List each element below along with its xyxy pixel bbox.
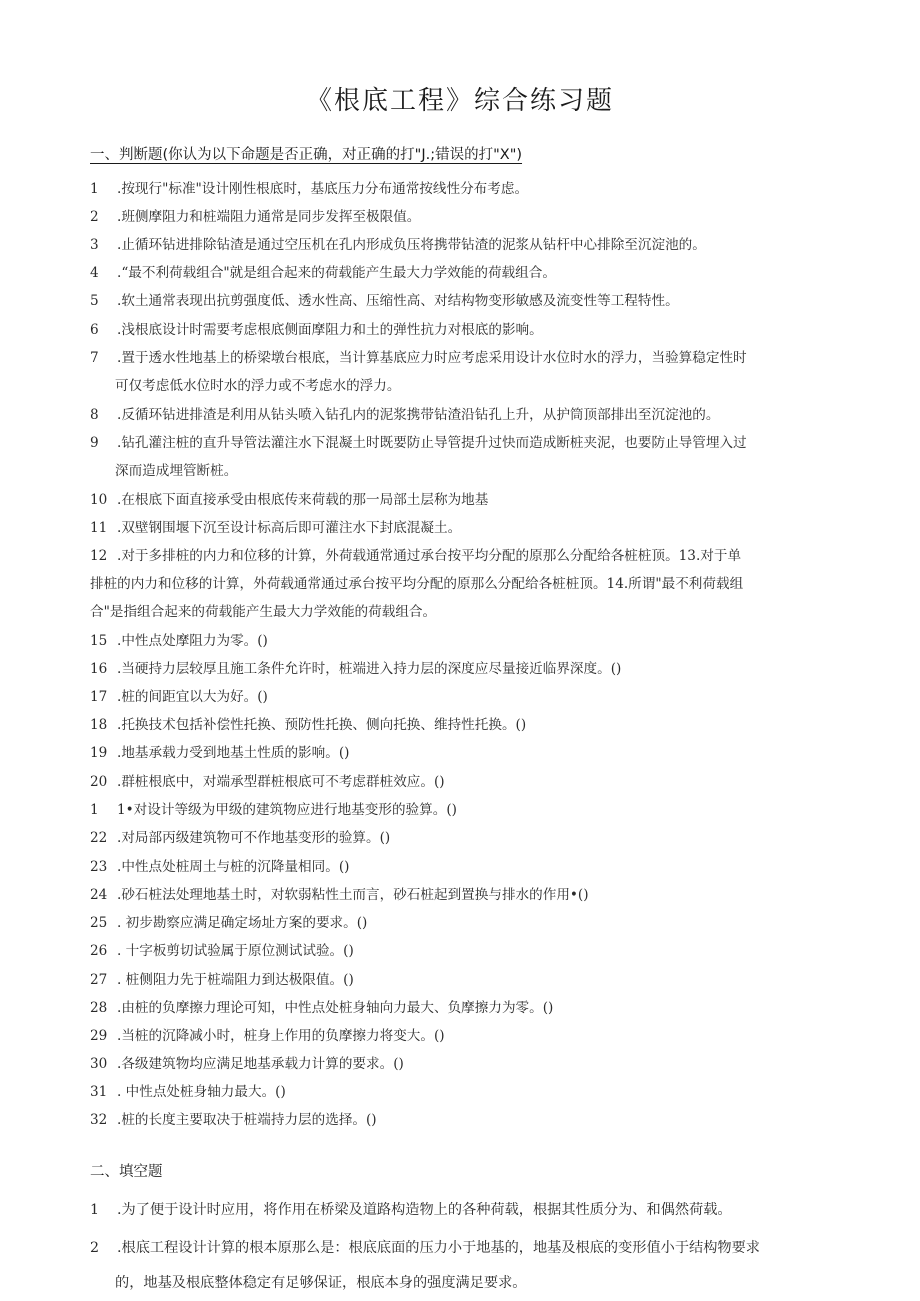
list-item: [90, 429, 830, 457]
list-item: [90, 259, 830, 287]
list-item: [90, 203, 830, 231]
list-item: [90, 542, 830, 570]
item-number: 8: [90, 407, 99, 423]
item-number: 28: [90, 1000, 108, 1016]
item-number: 16: [90, 661, 108, 677]
item-text: .置于透水性地基上的桥梁墩台根底，当计算基底应力时应考虑采用设计水位时水的浮力，当验算稳定性时: [117, 350, 747, 366]
list-item: [90, 486, 830, 514]
item-number: 9: [90, 435, 99, 451]
list-item: [90, 994, 830, 1022]
item-number: 4: [90, 265, 99, 281]
item-text: .对局部丙级建筑物可不作地基变形的验算。(): [117, 830, 391, 846]
item-text: .中性点处摩阻力为零。(): [117, 633, 268, 649]
item-text: .双壁钢围堰下沉至设计标高后即可灌注水下封底混凝土。: [117, 520, 462, 536]
item-text: .托换技术包括补偿性托换、预防性托换、侧向托换、维持性托换。(): [117, 717, 527, 733]
document-title: 《根底工程》综合练习题: [305, 86, 614, 116]
item-number: 31: [90, 1084, 108, 1100]
item-number: 1: [90, 1202, 100, 1218]
list-item: [90, 627, 830, 655]
item-number: 15: [90, 633, 108, 649]
item-continuation: 的，地基及根底整体稳定有足够保证，根底本身的强度满足要求。: [115, 1275, 527, 1291]
item-number: 10: [90, 492, 108, 508]
list-item: [90, 909, 830, 937]
item-text: .钻孔灌注桩的直升导管法灌注水下混凝土时既要防止导管提升过快而造成断桩夹泥，也要防止导管埋入过: [117, 435, 747, 451]
item-text: .桩的长度主要取决于桩端持力层的选择。(): [117, 1112, 377, 1128]
list-item: [90, 1078, 830, 1106]
item-number: 1: [90, 181, 99, 197]
item-text: .由桩的负摩擦力理论可知，中性点处桩身轴向力最大、负摩擦力为零。(): [117, 1000, 554, 1016]
item-number: 24: [90, 887, 108, 903]
item-number: 1: [90, 802, 99, 818]
list-item: [90, 231, 830, 259]
list-item: [90, 796, 830, 824]
item-text: .各级建筑物均应满足地基承载力计算的要求。(): [117, 1056, 404, 1072]
section-heading-fill-in: 二、填空题: [90, 1164, 163, 1180]
item-number: 11: [90, 520, 108, 536]
item-text: .反循环钻进排渣是利用从钻头喷入钻孔内的泥浆携带钻渣沿钻孔上升，从护筒顶部排出至沉淀池的。: [117, 407, 720, 423]
list-item: [90, 1050, 830, 1078]
item-number: 29: [90, 1028, 108, 1044]
list-item: [90, 1106, 830, 1134]
list-item: [90, 937, 830, 965]
item-number: 5: [90, 293, 99, 309]
item-text: .桩的间距宜以大为好。(): [117, 689, 268, 705]
item-number: 6: [90, 322, 99, 338]
item-number: 26: [90, 943, 108, 959]
list-item: [90, 344, 830, 372]
list-item: [90, 655, 830, 683]
item-text: . 初步勘察应满足确定场址方案的要求。(): [117, 915, 368, 931]
list-item: [90, 881, 830, 909]
item-number: 23: [90, 859, 108, 875]
item-text: . 中性点处桩身轴力最大。(): [117, 1084, 286, 1100]
item-continuation: 可仅考虑低水位时水的浮力或不考虑水的浮力。: [115, 378, 401, 394]
item-text: .按现行"标准"设计刚性根底时，基底压力分布通常按线性分布考虑。: [117, 181, 529, 197]
item-number: 17: [90, 689, 108, 705]
item-text: .砂石桩法处理地基土时，对软弱粘性土而言，砂石桩起到置换与排水的作用•(): [117, 887, 589, 903]
item-text: .浅根底设计时需要考虑根底侧面摩阻力和土的弹性抗力对根底的影响。: [117, 322, 543, 338]
item-text: .地基承载力受到地基土性质的影响。(): [117, 745, 350, 761]
list-item: [90, 739, 830, 767]
item-text: .为了便于设计时应用，将作用在桥梁及道路构造物上的各种荷载，根据其性质分为、和偶然荷载。: [117, 1202, 732, 1218]
item-number: 20: [90, 774, 108, 790]
item-text: .当桩的沉降减小时，桩身上作用的负摩擦力将变大。(): [117, 1028, 445, 1044]
item-text: .根底工程设计计算的根本原那么是：根底底面的压力小于地基的，地基及根底的变形值小于结构物要求: [117, 1240, 760, 1256]
item-text: .中性点处桩周土与桩的沉降量相同。(): [117, 859, 350, 875]
section-heading-true-false: 一、判断题(你认为以下命题是否正确，对正确的打"J.;错误的打"X"): [90, 147, 523, 163]
item-number: 22: [90, 830, 108, 846]
item-text: . 桩侧阻力先于桩端阻力到达极限值。(): [117, 972, 354, 988]
item-number: 18: [90, 717, 108, 733]
list-item: [90, 1196, 830, 1224]
item-text: .班侧摩阻力和桩端阻力通常是同步发挥至极限值。: [117, 209, 421, 225]
item-number: 19: [90, 745, 108, 761]
item-text: .群桩根底中，对端承型群桩根底可不考虑群桩效应。(): [117, 774, 445, 790]
list-item: [90, 711, 830, 739]
item-number: 32: [90, 1112, 108, 1128]
item-number: 30: [90, 1056, 108, 1072]
list-item: [90, 966, 830, 994]
list-item: [90, 768, 830, 796]
list-item: [90, 1234, 830, 1262]
item-text: .对于多排桩的内力和位移的计算，外荷载通常通过承台按平均分配的原那么分配给各桩桩顶。13.对于单: [117, 548, 742, 564]
list-item: [90, 316, 830, 344]
item-number: 25: [90, 915, 108, 931]
list-item: [90, 683, 830, 711]
item-text: . 十字板剪切试验属于原位测试试验。(): [117, 943, 354, 959]
item-text: 1•对设计等级为甲级的建筑物应进行地基变形的验算。(): [117, 802, 457, 818]
item-text: .“最不利荷载组合"就是组合起来的荷载能产生最大力学效能的荷载组合。: [117, 265, 556, 281]
item-number: 2: [90, 1240, 100, 1256]
item-number: 7: [90, 350, 99, 366]
item-text: .当硬持力层较厚且施工条件允许时，桩端进入持力层的深度应尽量接近临界深度。(): [117, 661, 622, 677]
item-continuation: 合"是指组合起来的荷载能产生最大力学效能的荷载组合。: [90, 604, 437, 620]
list-item: [90, 287, 830, 315]
item-text: .止循环钻进排除钻渣是通过空压机在孔内形成负压将携带钻渣的泥浆从钻杆中心排除至沉淀池的。: [117, 237, 706, 253]
item-number: 2: [90, 209, 99, 225]
list-item: [90, 853, 830, 881]
list-item: [90, 1022, 830, 1050]
item-text: .在根底下面直接承受由根底传来荷载的那一局部土层称为地基: [117, 492, 489, 508]
list-item: [90, 824, 830, 852]
item-text: .软土通常表现出抗剪强度低、透水性高、压缩性高、对结构物变形敏感及流变性等工程特性。: [117, 293, 679, 309]
item-continuation: 深而造成埋管断桩。: [115, 463, 238, 479]
item-number: 12: [90, 548, 108, 564]
item-number: 27: [90, 972, 108, 988]
item-number: 3: [90, 237, 99, 253]
list-item: [90, 175, 830, 203]
list-item: [90, 514, 830, 542]
item-continuation: 排桩的内力和位移的计算，外荷载通常通过承台按平均分配的原那么分配给各桩桩顶。14.所谓"最不利荷载组: [90, 576, 744, 592]
list-item: [90, 401, 830, 429]
